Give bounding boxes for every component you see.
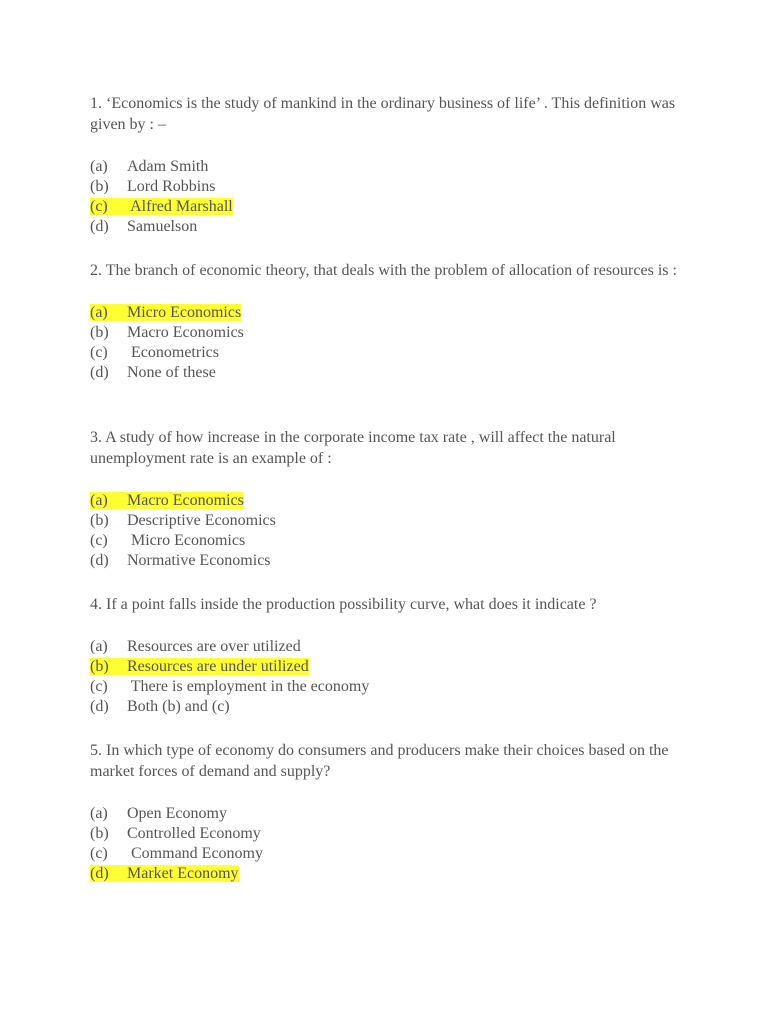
option-letter: (b) — [90, 324, 109, 341]
answer-highlight — [90, 865, 239, 882]
answer-highlight — [90, 304, 241, 321]
question-stem: 2. The branch of economic theory, that deals with the problem of allocation of resources is : — [90, 262, 677, 279]
options-list — [90, 491, 690, 571]
option-b — [90, 824, 690, 844]
option-letter: (b) — [90, 512, 109, 529]
question-1 — [90, 93, 690, 237]
option-text: Adam Smith — [127, 158, 209, 175]
option-letter: (c) — [90, 845, 108, 862]
option-d — [90, 697, 690, 717]
option-text: Lord Robbins — [127, 178, 216, 195]
option-text: Alfred Marshall — [127, 198, 233, 215]
option-a — [90, 637, 690, 657]
option-letter: (c) — [90, 678, 108, 695]
option-d — [90, 551, 690, 571]
option-letter: (d) — [90, 552, 109, 569]
option-d-correct — [90, 864, 690, 884]
option-text: Resources are over utilized — [127, 638, 301, 655]
option-letter: (a) — [90, 638, 108, 655]
question-5 — [90, 740, 690, 884]
question-3 — [90, 427, 690, 571]
question-stem: 3. A study of how increase in the corporate income tax rate , will affect the natural unemployment rate is an example of : — [90, 429, 616, 467]
option-text: None of these — [127, 364, 216, 381]
option-letter: (a) — [90, 304, 108, 321]
option-text: Econometrics — [127, 344, 219, 361]
option-text: Micro Economics — [127, 304, 242, 321]
option-d — [90, 363, 690, 383]
option-letter: (a) — [90, 805, 108, 822]
option-text: Open Economy — [127, 805, 227, 822]
options-list — [90, 637, 690, 717]
question-4 — [90, 594, 690, 717]
question-stem: 4. If a point falls inside the production possibility curve, what does it indicate ? — [90, 596, 597, 613]
option-c — [90, 531, 690, 551]
option-letter: (c) — [90, 198, 108, 215]
option-text: Controlled Economy — [127, 825, 261, 842]
option-b-correct — [90, 657, 690, 677]
options-list — [90, 303, 690, 383]
option-text: There is employment in the economy — [127, 678, 370, 695]
option-letter: (a) — [90, 492, 108, 509]
option-letter: (a) — [90, 158, 108, 175]
option-letter: (d) — [90, 698, 109, 715]
option-c — [90, 343, 690, 363]
option-text: Command Economy — [127, 845, 263, 862]
option-letter: (d) — [90, 364, 109, 381]
option-text: Descriptive Economics — [127, 512, 276, 529]
question-stem: 5. In which type of economy do consumers and producers make their choices based on the market forces of demand and supply? — [90, 742, 669, 780]
option-letter: (b) — [90, 658, 109, 675]
option-letter: (d) — [90, 218, 109, 235]
answer-highlight — [90, 492, 244, 509]
option-text: Samuelson — [127, 218, 198, 235]
option-text: Both (b) and (c) — [127, 698, 230, 715]
option-c — [90, 677, 690, 697]
option-text: Micro Economics — [127, 532, 246, 549]
option-text: Resources are under utilized — [127, 658, 309, 675]
question-stem: 1. ‘Economics is the study of mankind in the ordinary business of life’ . This definition was given by : – — [90, 95, 676, 133]
options-list — [90, 804, 690, 884]
option-c — [90, 844, 690, 864]
answer-highlight — [90, 198, 233, 215]
option-letter: (c) — [90, 344, 108, 361]
option-text: Normative Economics — [127, 552, 271, 569]
question-2 — [90, 260, 690, 383]
option-a-correct — [90, 491, 690, 511]
option-letter: (d) — [90, 865, 109, 882]
option-b — [90, 511, 690, 531]
option-b — [90, 323, 690, 343]
option-b — [90, 177, 690, 197]
answer-highlight — [90, 658, 309, 675]
option-d — [90, 217, 690, 237]
option-text: Macro Economics — [127, 492, 244, 509]
option-letter: (c) — [90, 532, 108, 549]
option-a — [90, 157, 690, 177]
option-letter: (b) — [90, 178, 109, 195]
option-a-correct — [90, 303, 690, 323]
option-text: Market Economy — [127, 865, 239, 882]
options-list — [90, 157, 690, 237]
option-letter: (b) — [90, 825, 109, 842]
option-a — [90, 804, 690, 824]
option-c-correct — [90, 197, 690, 217]
option-text: Macro Economics — [127, 324, 244, 341]
